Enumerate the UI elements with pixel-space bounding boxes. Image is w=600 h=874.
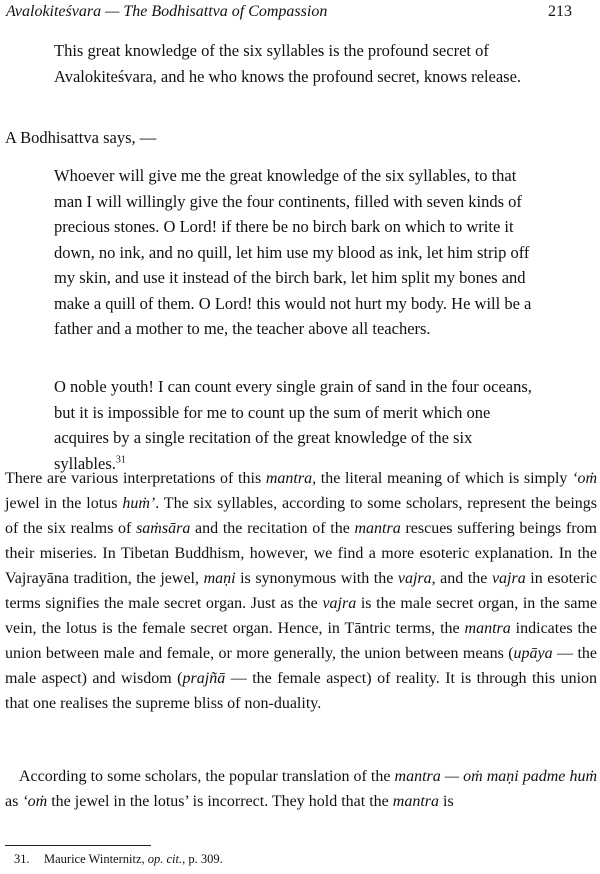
running-title: Avalokiteśvara — The Bodhisattva of Compassion — [6, 3, 328, 20]
footnote-ref: op. cit. — [147, 852, 183, 866]
footnote — [14, 852, 223, 867]
running-header — [6, 3, 572, 25]
footnote-rule — [5, 845, 151, 846]
footnote-author: Maurice Winternitz, — [44, 852, 148, 866]
paragraph-translation: According to some scholars, the popular translation of the mantra — oṁ maṇi padme huṁ as ‘oṁ the jewel in the lotus’ is incorrect. They hold that the mantra is — [5, 768, 598, 810]
intro-line: A Bodhisattva says, — — [5, 128, 157, 147]
paragraph-interpretations: There are various interpretations of this mantra, the literal meaning of which is simply ‘oṁ jewel in the lotus huṁ’. The six syllables, according to some scholars, represent the beings of the six realms of saṁsāra and the recitation of the mantra rescues suffering beings from their miseries. In Tibetan Buddhism, however, we find a more esoteric explanation. In the Vajrayāna tradition, the jewel, maṇi is synonymous with the vajra, and the vajra in esoteric terms signifies the male secret organ. Just as the vajra is the male secret organ, in the same vein, the lotus is the female secret organ. Hence, in Tāntric terms, the mantra indicates the union between male and female, or more generally, the union between means (upāya — the male aspect) and wisdom (prajñā — the female aspect) of reality. It is through this union that one realises the supreme bliss of non-duality. — [5, 470, 598, 712]
footnote-number: 31. — [14, 852, 30, 866]
block-quote-2: Whoever will give me the great knowledge of the six syllables, to that man I will willingly give the four continents, filled with seven kinds of precious stones. O Lord! if there be no birch bark on which to write it down, no ink, and no quill, let him use my blood as ink, let him strip off my skin, and use it instead of the birch bark, let him split my bones and make a quill of them. O Lord! this would not hurt my body. He will be a father and a mother to me, the teacher above all teachers. — [54, 166, 532, 338]
block-quote-3-text: O noble youth! I can count every single grain of sand in the four oceans, but it is impossible for me to count up the sum of merit which one acquires by a single recitation of the great knowledge of the six syllables. — [54, 377, 532, 473]
block-quote-3 — [54, 374, 546, 476]
block-quote-1: This great knowledge of the six syllables is the profound secret of Avalokiteśvara, and he who knows the profound secret, knows release. — [54, 41, 522, 86]
footnote-page: , p. 309. — [182, 852, 223, 866]
footnote-marker: 31 — [115, 454, 126, 465]
page-number: 213 — [548, 3, 572, 20]
